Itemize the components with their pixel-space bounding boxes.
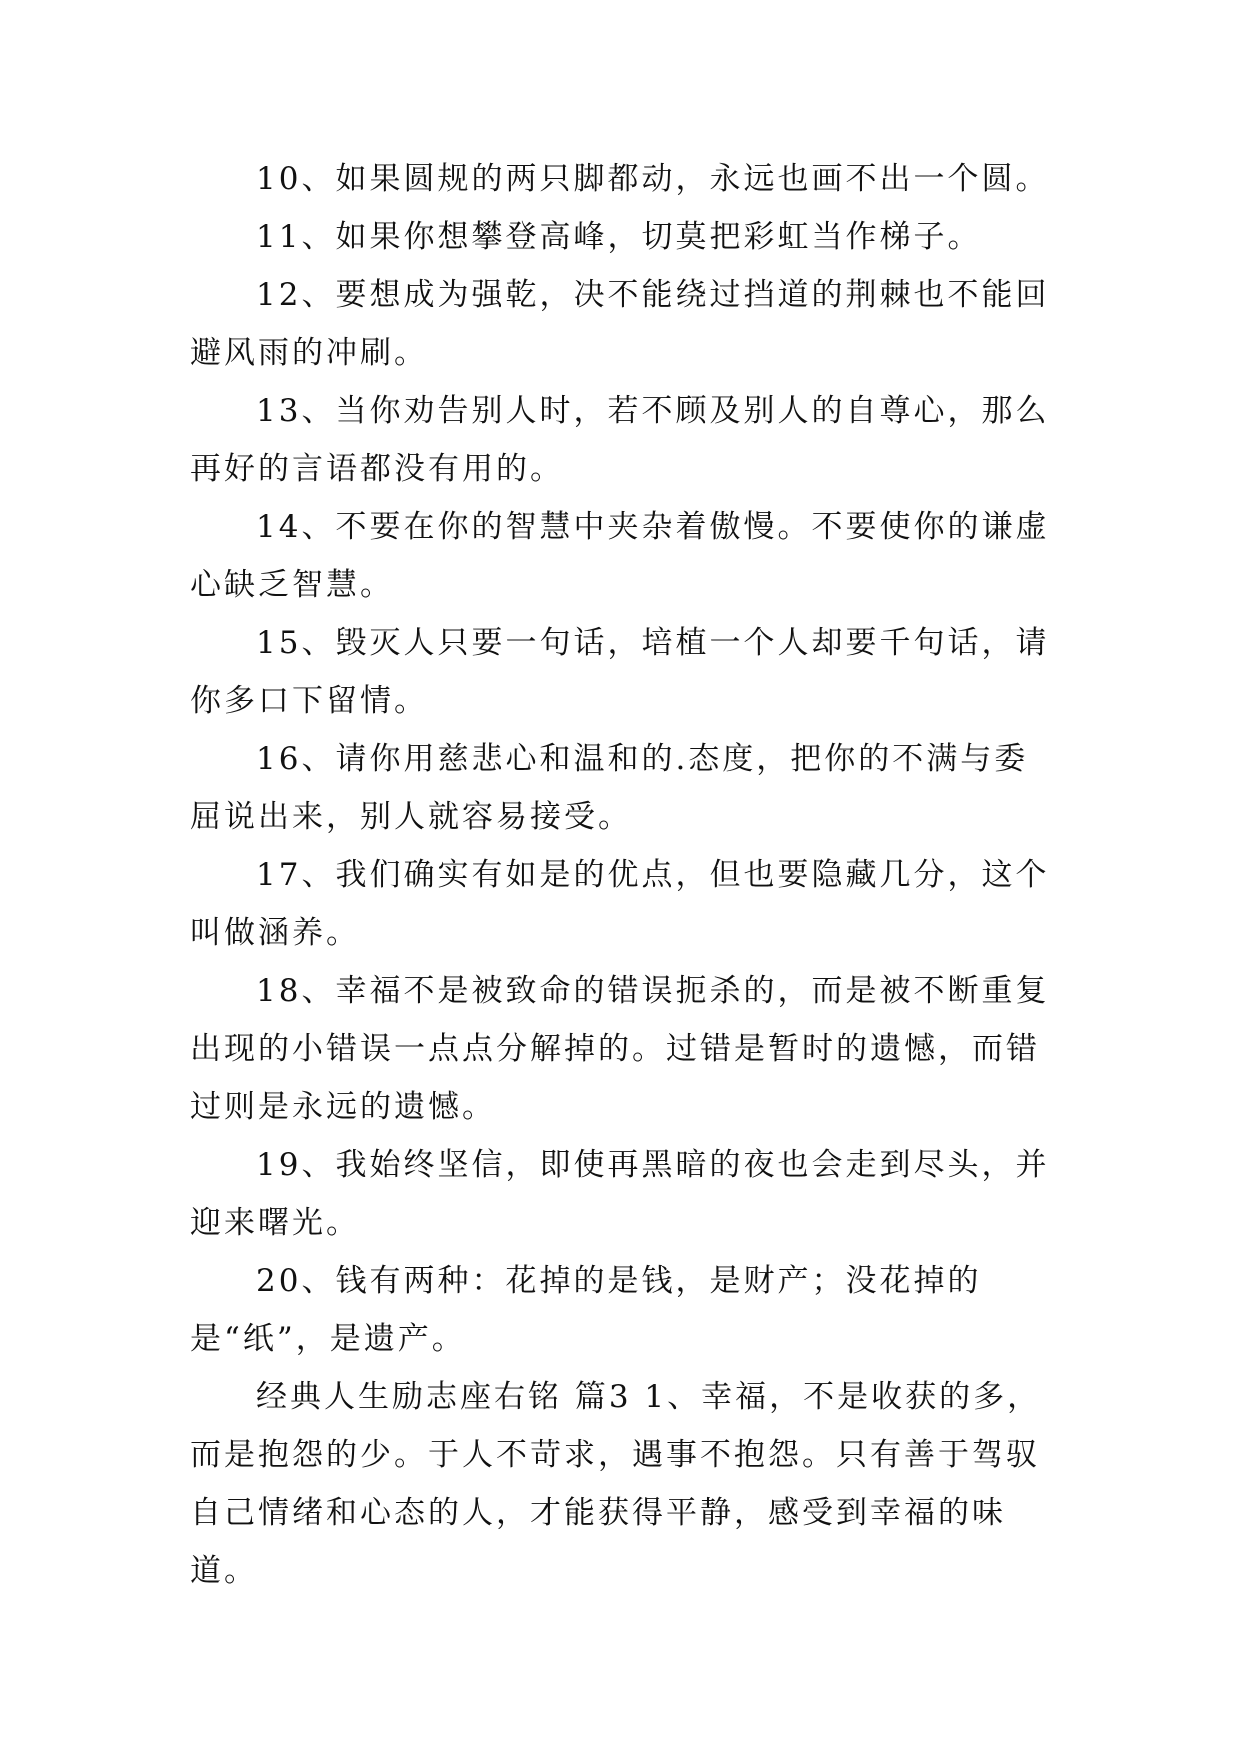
document-body <box>190 150 1060 1600</box>
quote-paragraph-17: 17、我们确实有如是的优点，但也要隐藏几分，这个叫做涵养。 <box>190 857 1050 951</box>
quote-paragraph-19: 19、我始终坚信，即使再黑暗的夜也会走到尽头，并迎来曙光。 <box>190 1147 1050 1241</box>
quote-paragraph-13: 13、当你劝告别人时，若不顾及别人的自尊心，那么再好的言语都没有用的。 <box>190 393 1050 487</box>
quote-paragraph-16: 16、请你用慈悲心和温和的.态度，把你的不满与委屈说出来，别人就容易接受。 <box>190 741 1029 835</box>
quote-paragraph-18: 18、幸福不是被致命的错误扼杀的，而是被不断重复出现的小错误一点点分解掉的。过错是暂时的遗憾，而错过则是永远的遗憾。 <box>190 973 1050 1125</box>
quote-paragraph-15: 15、毁灭人只要一句话，培植一个人却要千句话，请你多口下留情。 <box>190 625 1050 719</box>
quote-paragraph-11: 11、如果你想攀登高峰，切莫把彩虹当作梯子。 <box>256 219 982 255</box>
quote-paragraph-20: 20、钱有两种：花掉的是钱，是财产；没花掉的是“纸”，是遗产。 <box>190 1263 982 1357</box>
quote-paragraph-12: 12、要想成为强乾，决不能绕过挡道的荆棘也不能回避风雨的冲刷。 <box>190 277 1050 371</box>
quote-paragraph-10: 10、如果圆规的两只脚都动，永远也画不出一个圆。 <box>256 161 1050 197</box>
quote-paragraph-14: 14、不要在你的智慧中夹杂着傲慢。不要使你的谦虚心缺乏智慧。 <box>190 509 1050 603</box>
section-heading-paragraph: 经典人生励志座右铭 篇3 1、幸福，不是收获的多，而是抱怨的少。于人不苛求，遇事不抱怨。只有善于驾驭自己情绪和心态的人，才能获得平静，感受到幸福的味道。 <box>190 1379 1042 1589</box>
